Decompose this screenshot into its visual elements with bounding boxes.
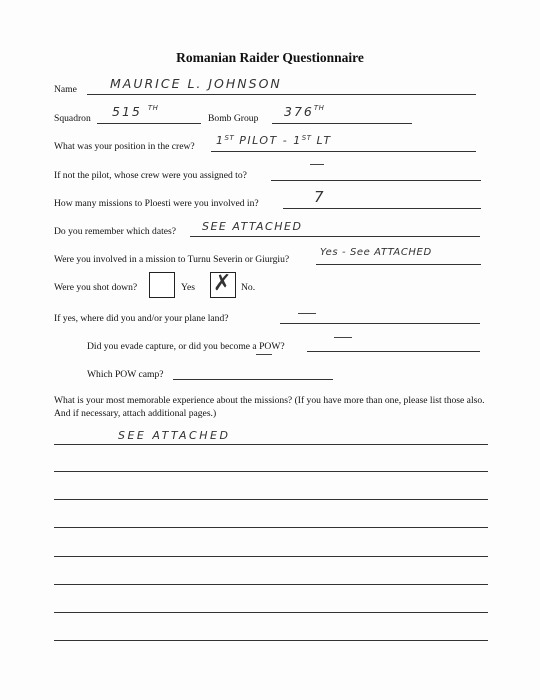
answer-line[interactable] <box>54 612 488 613</box>
bomb-group-line <box>272 123 412 124</box>
turnu-question: Were you involved in a mission to Turnu Severin or Giurgiu? <box>54 254 290 265</box>
bomb-group-label: Bomb Group <box>208 113 259 124</box>
answer-line[interactable] <box>54 584 488 585</box>
no-label: No. <box>241 282 256 293</box>
yes-label: Yes <box>181 282 195 293</box>
shot-down-question: Were you shot down? <box>54 282 138 293</box>
memorable-question: What is your most memorable experience about the missions? (If you have more than one, please list those also. And if necessary, attach additional pages.) <box>54 395 485 419</box>
pow-camp-line <box>173 379 333 380</box>
evade-question: Did you evade capture, or did you become a POW? <box>87 341 285 352</box>
yes-checkbox[interactable] <box>149 272 175 298</box>
bomb-group-value[interactable]: 376TH <box>284 104 325 119</box>
name-value[interactable]: MAURICE L. JOHNSON <box>110 76 282 91</box>
name-label: Name <box>54 84 77 95</box>
squadron-line <box>97 123 201 124</box>
evade-dash-mark <box>334 337 352 338</box>
answer-line[interactable] <box>54 640 488 641</box>
answer-line[interactable] <box>54 527 488 528</box>
land-dash-mark <box>298 313 316 314</box>
dates-value[interactable]: SEE ATTACHED <box>202 220 303 233</box>
pow-camp-question: Which POW camp? <box>87 369 164 380</box>
dates-question: Do you remember which dates? <box>54 226 177 237</box>
squadron-label: Squadron <box>54 113 91 124</box>
assigned-dash-mark <box>310 164 324 165</box>
no-checkbox[interactable] <box>210 272 236 298</box>
answer-line[interactable] <box>54 556 488 557</box>
assigned-line <box>271 180 481 181</box>
name-line <box>87 94 476 95</box>
missions-question: How many missions to Ploesti were you involved in? <box>54 198 259 209</box>
evade-dash-mark-2 <box>256 354 272 355</box>
missions-value[interactable]: 7 <box>314 188 326 206</box>
position-question: What was your position in the crew? <box>54 141 195 152</box>
answer-line[interactable] <box>54 499 488 500</box>
land-question: If yes, where did you and/or your plane land? <box>54 313 229 324</box>
form-title: Romanian Raider Questionnaire <box>176 50 364 65</box>
land-line <box>280 323 480 324</box>
assigned-question: If not the pilot, whose crew were you assigned to? <box>54 170 247 181</box>
position-line <box>211 151 476 152</box>
position-value[interactable]: 1ST PILOT - 1ST LT <box>216 134 332 147</box>
dates-line <box>190 236 480 237</box>
answer-line[interactable] <box>54 471 488 472</box>
no-check-mark: ✗ <box>213 271 232 296</box>
memorable-value[interactable]: SEE ATTACHED <box>118 429 231 442</box>
squadron-value[interactable]: 515 $^{TH}$ <box>112 104 159 119</box>
evade-line <box>307 351 480 352</box>
missions-line <box>283 208 481 209</box>
answer-line[interactable] <box>54 444 488 445</box>
turnu-line <box>316 264 481 265</box>
turnu-value[interactable]: Yes - See ATTACHED <box>320 247 432 258</box>
